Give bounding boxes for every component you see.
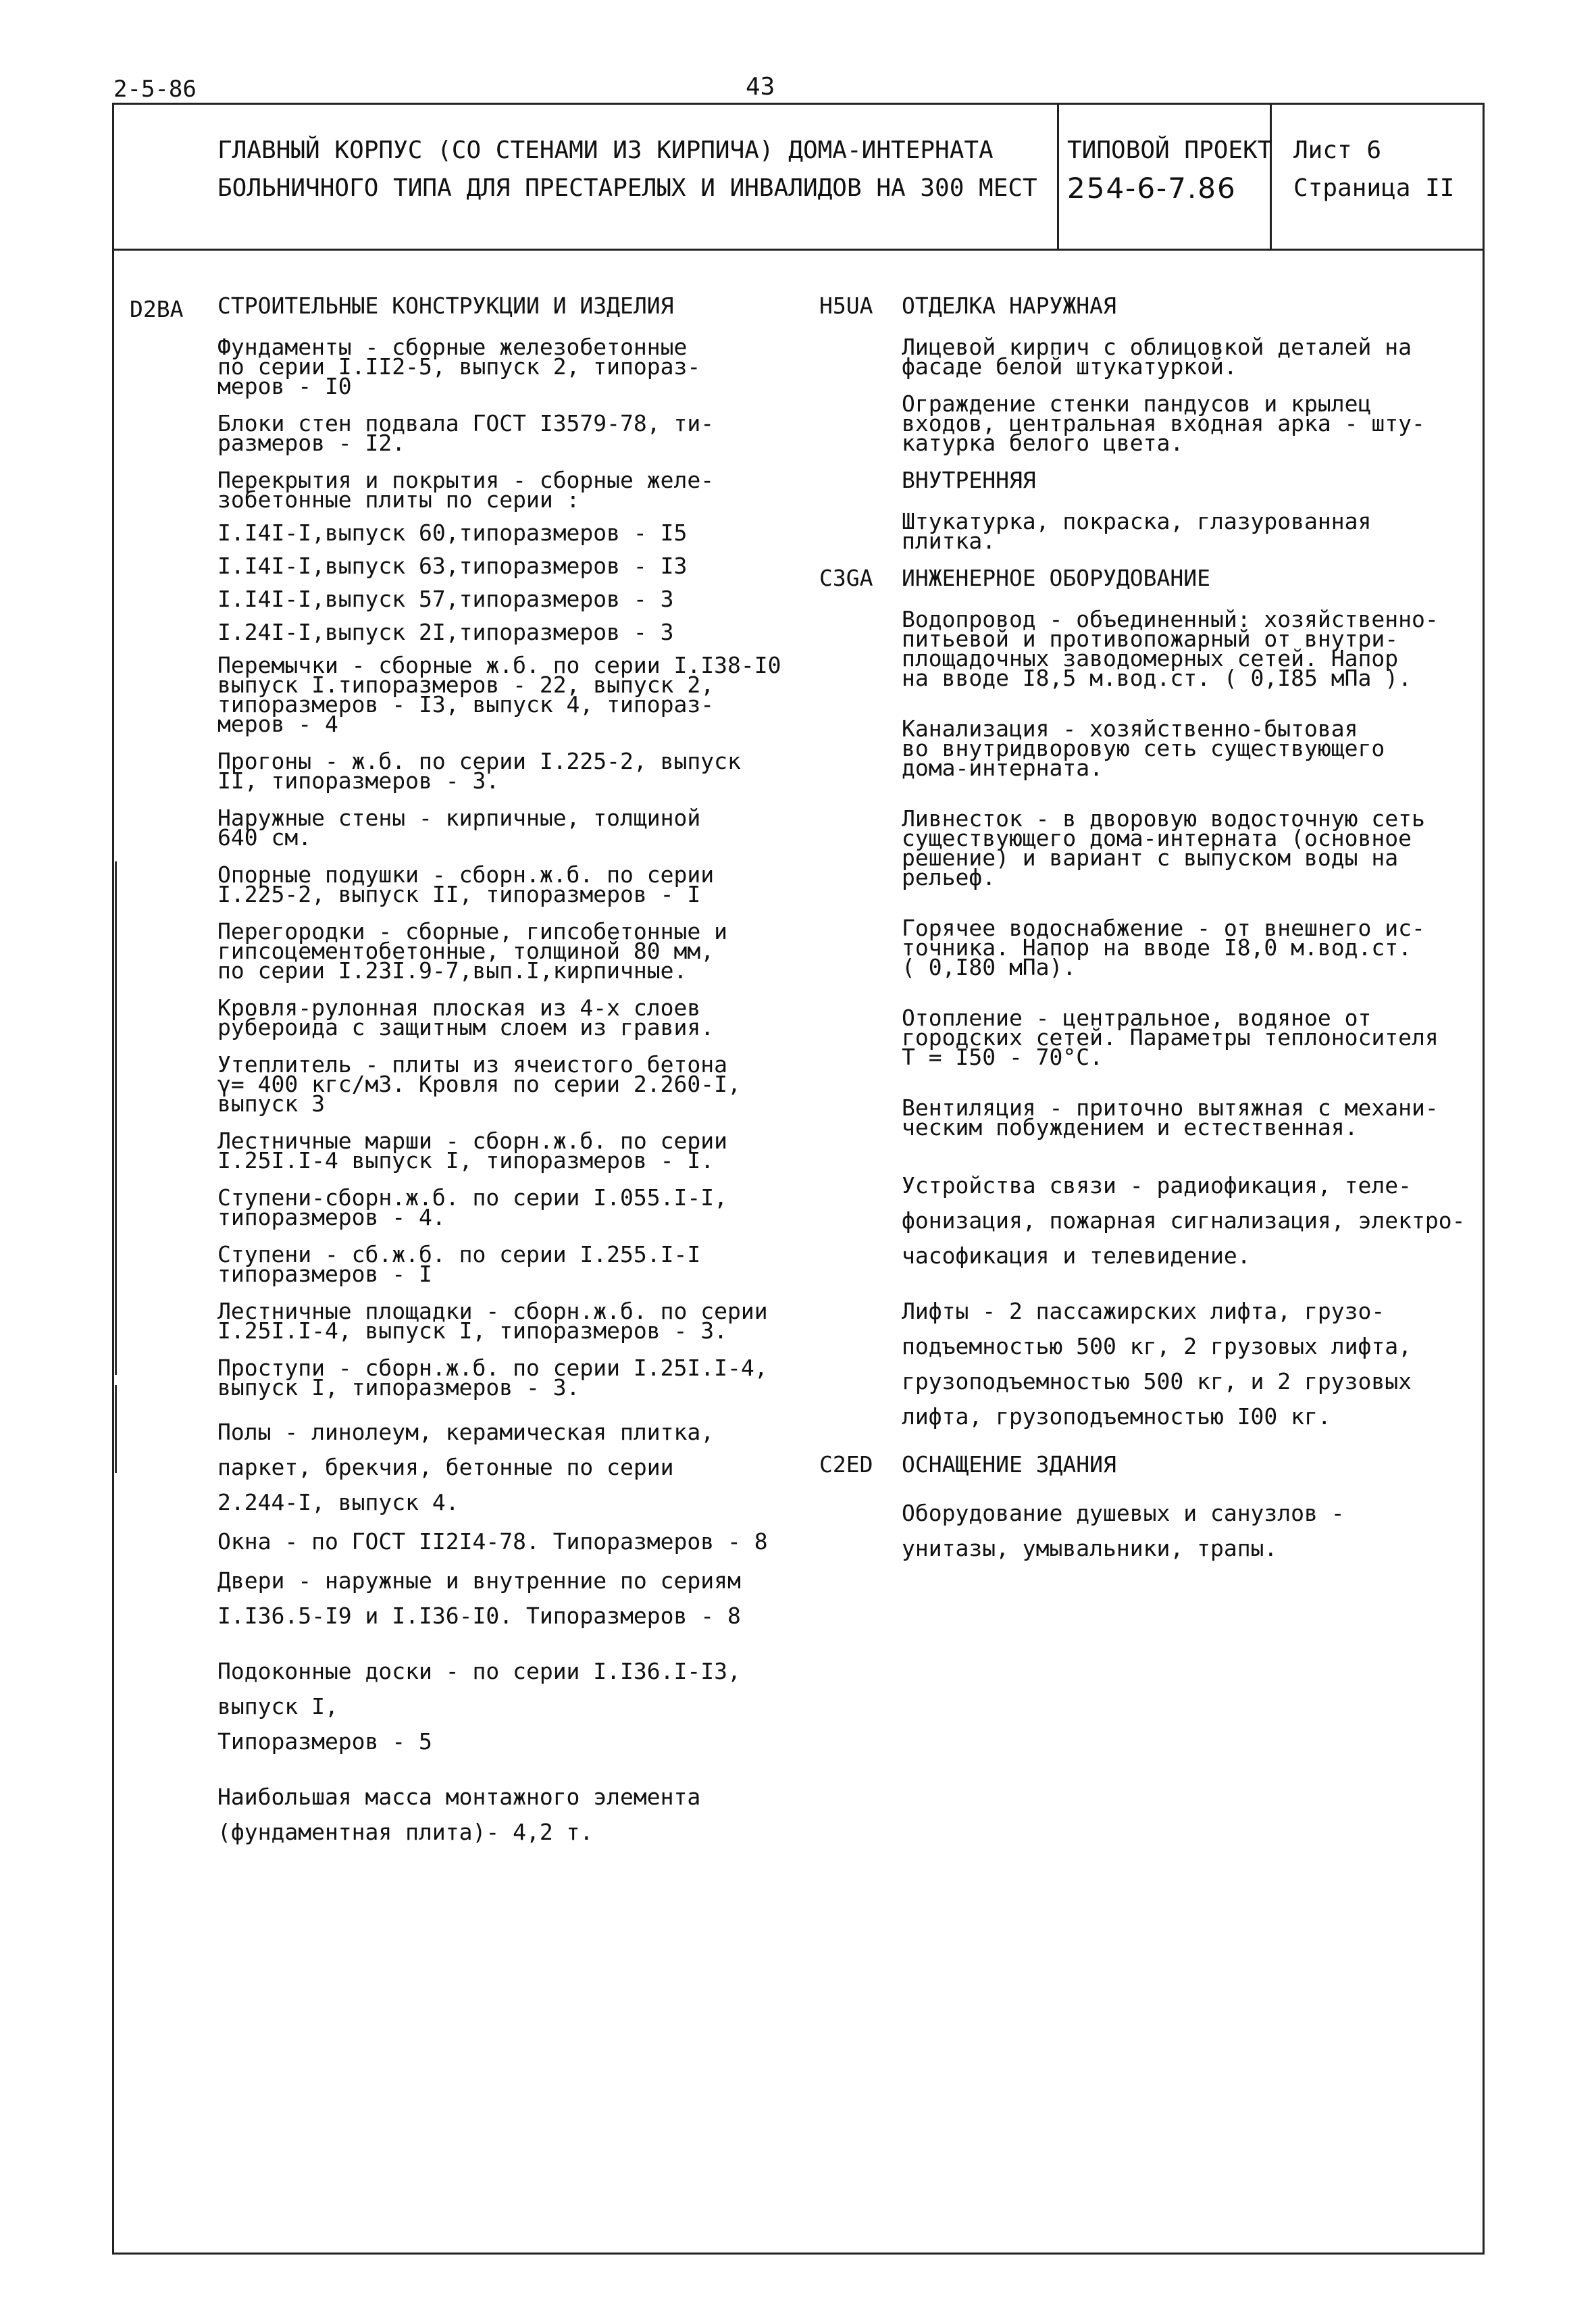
list-item: Наибольшая масса монтажного элемента (фундаментная плита)- 4,2 т. xyxy=(217,1784,701,1845)
list-item: Отопление - центральное, водяное от городских сетей. Параметры теплоносителя Т = I50 - 70°С. xyxy=(902,1005,1439,1070)
list-item: Фундаменты - сборные железобетонные по серии I.II2-5, выпуск 2, типораз- меров - I0 xyxy=(217,334,701,399)
title-block-divider xyxy=(112,249,1485,251)
list-item: Перекрытия и покрытия - сборные желе- зобетонные плиты по серии : xyxy=(217,467,715,513)
list-item: Штукатурка, покраска, глазурованная плитка. xyxy=(902,508,1372,554)
list-item: I.I4I-I,выпуск 57,типоразмеров - 3 xyxy=(217,586,674,612)
list-item: I.I4I-I,выпуск 60,типоразмеров - I5 xyxy=(217,520,688,546)
list-item: Полы - линолеум, керамическая плитка, паркет, брекчия, бетонные по серии 2.244-I, выпуск 4. xyxy=(217,1419,715,1515)
right-section xyxy=(819,1451,1483,1566)
list-item: I.24I-I,выпуск 2I,типоразмеров - 3 xyxy=(217,619,674,645)
list-item: Опорные подушки - сборн.ж.б. по серии I.225-2, выпуск II, типоразмеров - I xyxy=(217,861,715,907)
list-item: Утеплитель - плиты из ячеистого бетона γ= 400 кгс/м3. Кровля по серии 2.260-I, выпуск 3 xyxy=(217,1051,741,1117)
sheet-block xyxy=(1293,132,1454,207)
list-item: Двери - наружные и внутренние по сериям I.I36.5-I9 и I.I36-I0. Типоразмеров - 8 xyxy=(217,1567,741,1629)
project-block xyxy=(1067,132,1272,207)
margin-bracket xyxy=(115,861,121,1375)
list-item: Ступени - сб.ж.б. по серии I.255.I-I типоразмеров - I xyxy=(217,1241,701,1287)
page-number: 43 xyxy=(746,73,775,101)
section-heading: ОТДЕЛКА НАРУЖНАЯ xyxy=(902,293,1116,319)
section-code: H5UA xyxy=(819,293,873,319)
list-item: Водопровод - объединенный: хозяйственно- питьевой и противопожарный от внутри- площадочных заводомерных сетей. Напор на вводе I8,5 м.вод.ст. ( 0,I85 мПа ). xyxy=(902,606,1439,691)
list-item: I.I4I-I,выпуск 63,типоразмеров - I3 xyxy=(217,553,688,579)
page-label: Страница II xyxy=(1293,174,1455,202)
list-item: Лицевой кирпич с облицовкой деталей на фасаде белой штукатуркой. xyxy=(902,334,1412,380)
list-item: Лестничные площадки - сборн.ж.б. по серии I.25I.I-4, выпуск I, типоразмеров - 3. xyxy=(217,1298,768,1344)
document-title xyxy=(217,132,1037,207)
section-code: C2ED xyxy=(819,1451,873,1478)
list-item: Подоконные доски - по серии I.I36.I-I3, выпуск I, Типоразмеров - 5 xyxy=(217,1658,741,1755)
right-section xyxy=(902,467,1483,554)
list-item: Окна - по ГОСТ II2I4-78. Типоразмеров - 8 xyxy=(217,1528,768,1555)
list-item: Вентиляция - приточно вытяжная с механи- ческим побуждением и естественная. xyxy=(902,1095,1439,1140)
list-item: Наружные стены - кирпичные, толщиной 640 см. xyxy=(217,805,701,851)
margin-bracket xyxy=(115,1385,121,1473)
section-heading: СТРОИТЕЛЬНЫЕ КОНСТРУКЦИИ И ИЗДЕЛИЯ xyxy=(217,293,674,319)
section-heading: ИНЖЕНЕРНОЕ ОБОРУДОВАНИЕ xyxy=(902,565,1210,591)
list-item: Блоки стен подвала ГОСТ I3579-78, ти- размеров - I2. xyxy=(217,410,715,456)
list-item: Ограждение стенки пандусов и крылец входов, центральная входная арка - шту- катурка белого цвета. xyxy=(902,391,1425,456)
list-item: Оборудование душевых и санузлов - унитазы, умывальники, трапы. xyxy=(902,1500,1345,1561)
title-line: БОЛЬНИЧНОГО ТИПА ДЛЯ ПРЕСТАРЕЛЫХ И ИНВАЛИДОВ НА 300 МЕСТ xyxy=(217,174,1037,202)
title-block-separator xyxy=(1057,103,1059,249)
list-item: Канализация - хозяйственно-бытовая во внутридворовую сеть существующего дома-интерната. xyxy=(902,715,1385,781)
title-line: ГЛАВНЫЙ КОРПУС (СО СТЕНАМИ ИЗ КИРПИЧА) ДОМА-ИНТЕРНАТА xyxy=(217,136,994,164)
list-item: Кровля-рулонная плоская из 4-х слоев рубероида с защитным слоем из гравия. xyxy=(217,995,715,1040)
list-item: Лифты - 2 пассажирских лифта, грузо- подъемностью 500 кг, 2 грузовых лифта, грузоподъемностью 500 кг, и 2 грузовых лифта, грузоподъемностью I00 кг. xyxy=(902,1298,1412,1430)
left-item-list xyxy=(217,334,812,1850)
project-code: 254-6-7.86 xyxy=(1067,172,1237,205)
list-item: Перегородки - сборные, гипсобетонные и гипсоцементобетонные, толщиной 80 мм, по серии I.23I.9-7,вып.I,кирпичные. xyxy=(217,918,727,984)
sheet-number: Лист 6 xyxy=(1293,136,1382,164)
list-item: Ливнесток - в дворовую водосточную сеть существующего дома-интерната (основное решение) и вариант с выпуском воды на рельеф. xyxy=(902,805,1425,890)
list-item: Устройства связи - радиофикация, теле- фонизация, пожарная сигнализация, электро- часофикация и телевидение. xyxy=(902,1172,1466,1269)
left-column xyxy=(217,293,812,1854)
right-section xyxy=(819,565,1483,1434)
section-heading: ОСНАЩЕНИЕ ЗДАНИЯ xyxy=(902,1451,1116,1478)
right-section xyxy=(819,293,1483,456)
list-item: Проступи - сборн.ж.б. по серии I.25I.I-4, выпуск I, типоразмеров - 3. xyxy=(217,1355,768,1401)
section-heading: ВНУТРЕННЯЯ xyxy=(902,467,1036,493)
list-item: Прогоны - ж.б. по серии I.225-2, выпуск II, типоразмеров - 3. xyxy=(217,748,741,794)
right-column xyxy=(819,293,1483,1570)
list-item: Лестничные марши - сборн.ж.б. по серии I.25I.I-4 выпуск I, типоразмеров - I. xyxy=(217,1128,727,1174)
project-label: ТИПОВОЙ ПРОЕКТ xyxy=(1067,136,1272,164)
section-code: D2BA xyxy=(130,296,184,322)
list-item: Ступени-сборн.ж.б. по серии I.055.I-I, типоразмеров - 4. xyxy=(217,1184,727,1230)
list-item: Перемычки - сборные ж.б. по серии I.I38-I0 выпуск I.типоразмеров - 22, выпуск 2, типоразмеров - I3, выпуск 4, типораз- меров - 4 xyxy=(217,652,781,737)
section-code: C3GA xyxy=(819,565,873,591)
document-code: 2-5-86 xyxy=(113,76,197,103)
list-item: Горячее водоснабжение - от внешнего ис- точника. Напор на вводе I8,0 м.вод.ст. ( 0,I80 мПа). xyxy=(902,915,1425,980)
